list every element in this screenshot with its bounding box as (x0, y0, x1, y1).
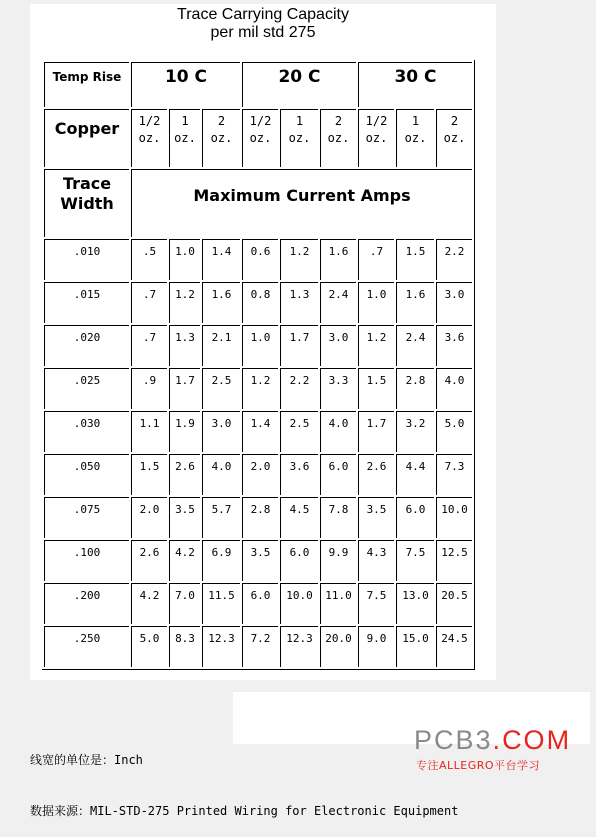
current-value-cell: 2.0 (242, 454, 278, 495)
current-value-cell: 2.2 (280, 368, 318, 409)
current-value-cell: 1.4 (242, 411, 278, 452)
current-value-cell: 1.6 (320, 239, 356, 280)
current-value-cell: 2.8 (396, 368, 434, 409)
current-value-cell: 1.9 (169, 411, 200, 452)
trace-width-cell: .015 (44, 282, 129, 323)
trace-width-cell: .200 (44, 583, 129, 624)
capacity-table (42, 60, 475, 670)
trace-width-cell: .020 (44, 325, 129, 366)
current-value-cell: 13.0 (396, 583, 434, 624)
current-value-cell: 24.5 (436, 626, 472, 667)
current-value-cell: 12.3 (280, 626, 318, 667)
current-value-cell: 6.0 (320, 454, 356, 495)
copper-weight: 1/2 oz. (358, 109, 394, 167)
current-value-cell: 7.5 (396, 540, 434, 581)
current-value-cell: 1.6 (396, 282, 434, 323)
table-row (44, 411, 472, 452)
current-value-cell: 10.0 (280, 583, 318, 624)
current-value-cell: 1.1 (131, 411, 167, 452)
copper-weight: 2 oz. (202, 109, 240, 167)
temp-rise-label: Temp Rise (44, 62, 129, 107)
current-value-cell: 20.5 (436, 583, 472, 624)
site-logo (414, 726, 596, 772)
current-value-cell: 2.4 (396, 325, 434, 366)
current-value-cell: 0.8 (242, 282, 278, 323)
current-value-cell: 2.6 (169, 454, 200, 495)
current-value-cell: .9 (131, 368, 167, 409)
current-value-cell: 2.5 (202, 368, 240, 409)
current-value-cell: 1.3 (280, 282, 318, 323)
current-value-cell: 11.0 (320, 583, 356, 624)
source-note: 数据来源：MIL-STD-275 Printed Wiring for Electronic Equipment (30, 804, 459, 818)
temp-rise-row (44, 62, 472, 107)
current-value-cell: 1.3 (169, 325, 200, 366)
current-value-cell: 1.0 (169, 239, 200, 280)
current-value-cell: 4.0 (436, 368, 472, 409)
capacity-table-wrapper (42, 60, 475, 670)
trace-width-cell: .025 (44, 368, 129, 409)
current-value-cell: 3.0 (320, 325, 356, 366)
table-title (30, 6, 496, 42)
current-value-cell: 1.4 (202, 239, 240, 280)
current-value-cell: 2.6 (358, 454, 394, 495)
current-value-cell: 12.5 (436, 540, 472, 581)
current-value-cell: 15.0 (396, 626, 434, 667)
current-value-cell: 4.4 (396, 454, 434, 495)
current-value-cell: 2.8 (242, 497, 278, 538)
trace-width-line-2: Width (60, 194, 114, 213)
current-value-cell: 1.5 (131, 454, 167, 495)
current-value-cell: 3.6 (436, 325, 472, 366)
current-value-cell: 12.3 (202, 626, 240, 667)
current-value-cell: 6.9 (202, 540, 240, 581)
current-value-cell: 2.5 (280, 411, 318, 452)
table-row (44, 583, 472, 624)
current-value-cell: 8.3 (169, 626, 200, 667)
table-row (44, 368, 472, 409)
current-value-cell: 4.3 (358, 540, 394, 581)
current-value-cell: 3.5 (242, 540, 278, 581)
current-value-cell: .7 (131, 282, 167, 323)
current-value-cell: 1.2 (169, 282, 200, 323)
current-value-cell: 1.2 (242, 368, 278, 409)
current-value-cell: 4.0 (202, 454, 240, 495)
current-value-cell: 3.6 (280, 454, 318, 495)
copper-weight: 1 oz. (169, 109, 200, 167)
current-value-cell: 3.0 (202, 411, 240, 452)
current-value-cell: 5.0 (131, 626, 167, 667)
table-row (44, 325, 472, 366)
current-value-cell: 7.0 (169, 583, 200, 624)
current-value-cell: .7 (131, 325, 167, 366)
current-value-cell: 9.9 (320, 540, 356, 581)
current-value-cell: 7.8 (320, 497, 356, 538)
logo-dot: . (492, 725, 503, 755)
current-value-cell: 3.2 (396, 411, 434, 452)
current-value-cell: 11.5 (202, 583, 240, 624)
current-value-cell: 1.2 (358, 325, 394, 366)
trace-width-cell: .010 (44, 239, 129, 280)
footnotes (30, 718, 458, 837)
table-row (44, 540, 472, 581)
current-value-cell: 6.0 (280, 540, 318, 581)
current-value-cell: 3.0 (436, 282, 472, 323)
unit-note: 线宽的单位是：Inch (30, 753, 143, 767)
trace-width-line-1: Trace (62, 174, 112, 193)
current-value-cell: 4.5 (280, 497, 318, 538)
current-value-cell: 5.7 (202, 497, 240, 538)
current-value-cell: 4.0 (320, 411, 356, 452)
logo-com: COM (502, 725, 572, 755)
trace-width-header-row (44, 169, 472, 237)
current-value-cell: 4.2 (169, 540, 200, 581)
table-row (44, 239, 472, 280)
current-value-cell: 1.6 (202, 282, 240, 323)
copper-weight: 1/2 oz. (131, 109, 167, 167)
current-value-cell: 3.5 (169, 497, 200, 538)
current-value-cell: 6.0 (396, 497, 434, 538)
max-current-header: Maximum Current Amps (131, 169, 472, 237)
copper-weight: 2 oz. (320, 109, 356, 167)
current-value-cell: 1.5 (358, 368, 394, 409)
trace-width-cell: .250 (44, 626, 129, 667)
current-value-cell: 1.7 (280, 325, 318, 366)
current-value-cell: 9.0 (358, 626, 394, 667)
current-value-cell: 10.0 (436, 497, 472, 538)
table-row (44, 282, 472, 323)
current-value-cell: .5 (131, 239, 167, 280)
current-value-cell: 20.0 (320, 626, 356, 667)
copper-weight: 1 oz. (280, 109, 318, 167)
current-value-cell: 2.6 (131, 540, 167, 581)
trace-width-cell: .030 (44, 411, 129, 452)
temp-30c-header: 30 C (358, 62, 472, 107)
copper-weight: 1/2 oz. (242, 109, 278, 167)
current-value-cell: 6.0 (242, 583, 278, 624)
copper-label: Copper (44, 109, 129, 167)
current-value-cell: 1.7 (169, 368, 200, 409)
trace-width-label (44, 169, 129, 237)
table-row (44, 497, 472, 538)
current-value-cell: 4.2 (131, 583, 167, 624)
trace-width-cell: .050 (44, 454, 129, 495)
table-row (44, 454, 472, 495)
current-value-cell: 1.2 (280, 239, 318, 280)
table-row (44, 626, 472, 667)
current-value-cell: 1.7 (358, 411, 394, 452)
current-value-cell: 2.2 (436, 239, 472, 280)
current-value-cell: 2.1 (202, 325, 240, 366)
current-value-cell: 2.4 (320, 282, 356, 323)
current-value-cell: 3.3 (320, 368, 356, 409)
current-value-cell: 2.0 (131, 497, 167, 538)
temp-10c-header: 10 C (131, 62, 240, 107)
trace-width-cell: .075 (44, 497, 129, 538)
current-value-cell: 7.5 (358, 583, 394, 624)
current-value-cell: 5.0 (436, 411, 472, 452)
current-value-cell: 7.2 (242, 626, 278, 667)
current-value-cell: .7 (358, 239, 394, 280)
logo-tagline: 专注ALLEGRO平台学习 (416, 759, 541, 772)
title-line-2: per mil std 275 (210, 24, 316, 41)
copper-row (44, 109, 472, 167)
current-value-cell: 1.0 (242, 325, 278, 366)
copper-weight: 2 oz. (436, 109, 472, 167)
temp-20c-header: 20 C (242, 62, 356, 107)
current-value-cell: 0.6 (242, 239, 278, 280)
current-value-cell: 1.5 (396, 239, 434, 280)
logo-pcb: PCB3 (414, 725, 493, 755)
current-value-cell: 1.0 (358, 282, 394, 323)
current-value-cell: 7.3 (436, 454, 472, 495)
current-value-cell: 3.5 (358, 497, 394, 538)
title-line-1: Trace Carrying Capacity (177, 6, 349, 23)
logo-wordmark (414, 726, 571, 754)
copper-weight: 1 oz. (396, 109, 434, 167)
trace-width-cell: .100 (44, 540, 129, 581)
